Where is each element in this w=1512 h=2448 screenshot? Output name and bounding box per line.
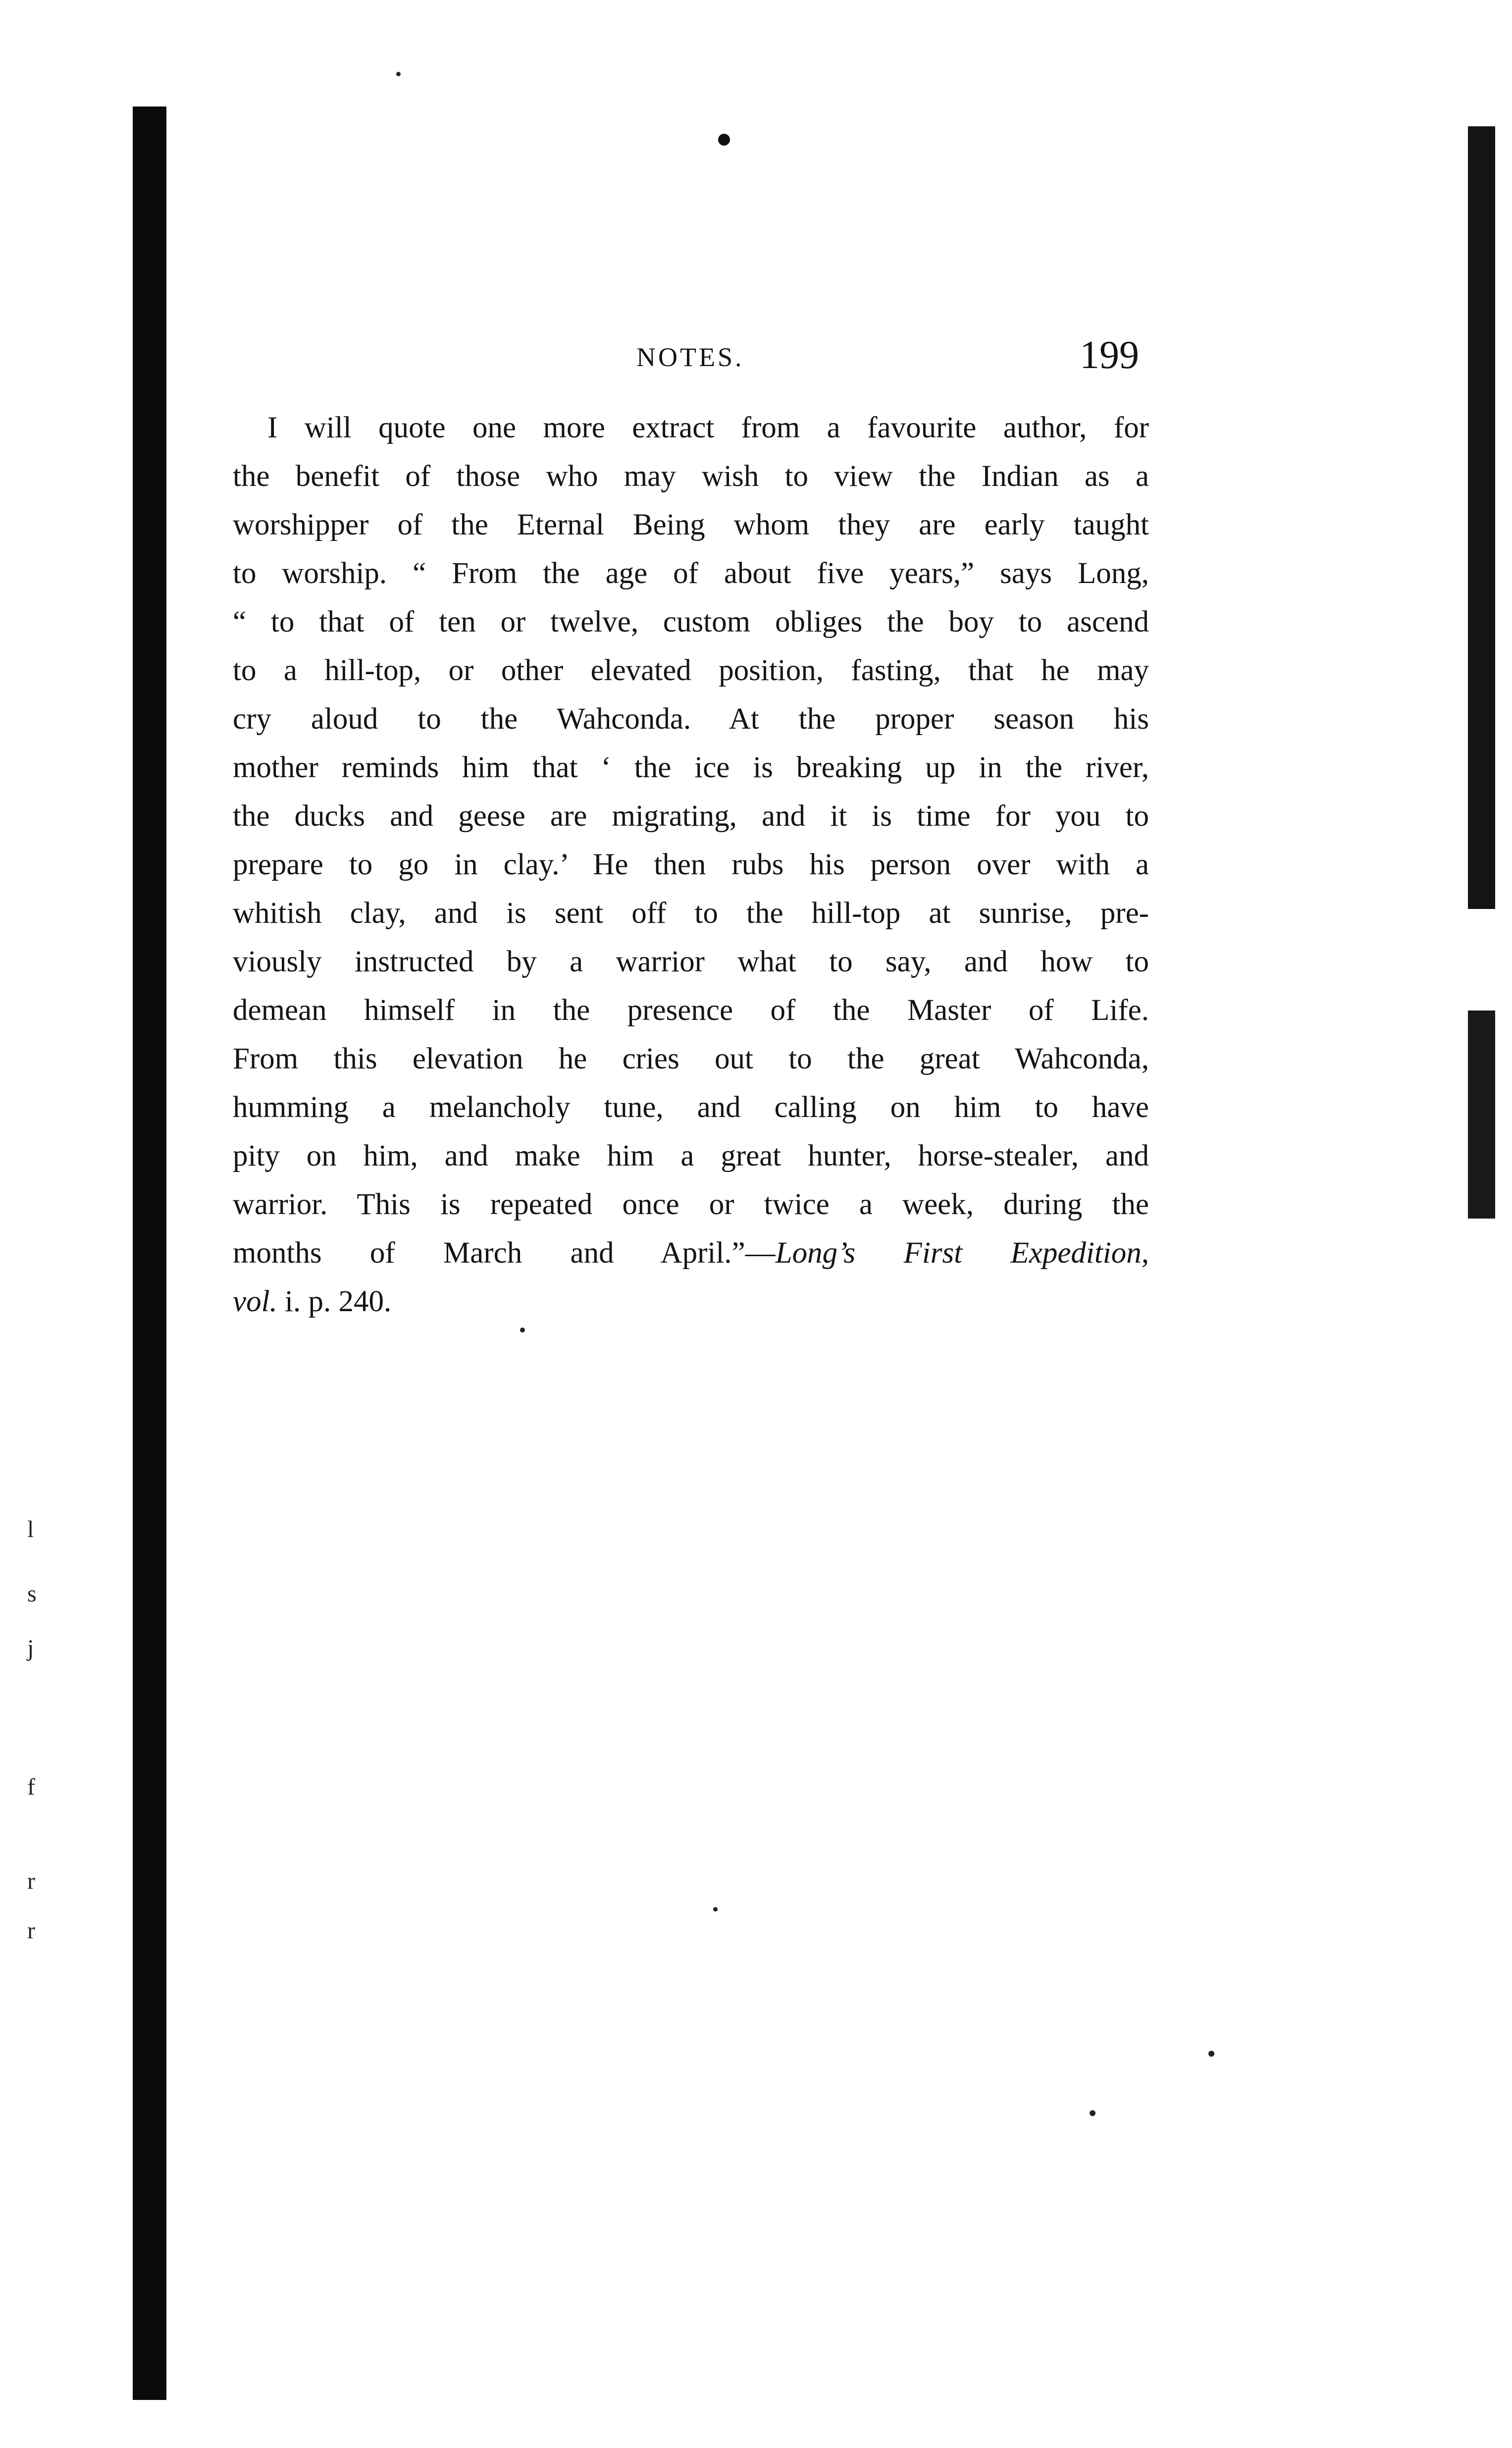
scan-speck — [1090, 2110, 1095, 2116]
text-line: I will quote one more extract from a favourite author, for — [267, 411, 1149, 444]
text-line: humming a melancholy tune, and calling on him to have — [233, 1091, 1149, 1124]
citation-reference — [233, 1277, 1149, 1326]
bleed-through-mark: j — [27, 1635, 34, 1661]
text-line: the ducks and geese are migrating, and it is time for you to — [233, 799, 1149, 833]
text-line: to a hill-top, or other elevated position, fasting, that he may — [233, 654, 1149, 687]
line-text: months of March and April.”— — [233, 1236, 776, 1270]
citation-title: Long’s First Expedition, — [775, 1236, 1149, 1270]
text-line-with-citation — [233, 1229, 1149, 1277]
bleed-through-mark: s — [27, 1581, 37, 1607]
text-line: whitish clay, and is sent off to the hill-top at sunrise, pre- — [233, 897, 1149, 930]
page-number: 199 — [1080, 333, 1139, 377]
volume-abbreviation: vol. — [233, 1285, 277, 1318]
text-line: demean himself in the presence of the Master of Life. — [233, 994, 1149, 1027]
text-line: the benefit of those who may wish to view the Indian as a — [233, 460, 1149, 493]
text-line: “ to that of ten or twelve, custom obliges the boy to ascend — [233, 605, 1149, 639]
scan-speck — [520, 1328, 525, 1332]
text-line: worshipper of the Eternal Being whom they are early taught — [233, 508, 1149, 541]
text-line: warrior. This is repeated once or twice a week, during the — [233, 1188, 1149, 1221]
text-line: mother reminds him that ‘ the ice is breaking up in the river, — [233, 751, 1149, 784]
text-line: pity on him, and make him a great hunter, horse-stealer, and — [233, 1139, 1149, 1172]
printer-ornament — [718, 134, 730, 146]
text-line: prepare to go in clay.’ He then rubs his person over with a — [233, 848, 1149, 881]
page-edge-shadow-middle — [1468, 1011, 1495, 1219]
bleed-through-mark: r — [27, 1917, 35, 1944]
page-edge-shadow-top — [1468, 126, 1495, 909]
bleed-through-mark: r — [27, 1868, 35, 1894]
text-line: to worship. “ From the age of about five years,” says Long, — [233, 557, 1149, 590]
note-paragraph — [233, 404, 1149, 1326]
scan-speck — [1208, 2051, 1214, 2057]
bleed-through-mark: f — [27, 1774, 35, 1800]
scan-speck — [713, 1907, 718, 1912]
binding-shadow-left — [133, 106, 166, 2400]
running-head: NOTES. — [636, 342, 744, 372]
scan-speck — [396, 72, 401, 76]
text-line: viously instructed by a warrior what to say, and how to — [233, 945, 1149, 978]
bleed-through-mark: l — [27, 1516, 34, 1543]
text-line: From this elevation he cries out to the great Wahconda, — [233, 1042, 1149, 1075]
text-line: cry aloud to the Wahconda. At the proper season his — [233, 702, 1149, 736]
page-reference: i. p. 240. — [277, 1285, 392, 1318]
